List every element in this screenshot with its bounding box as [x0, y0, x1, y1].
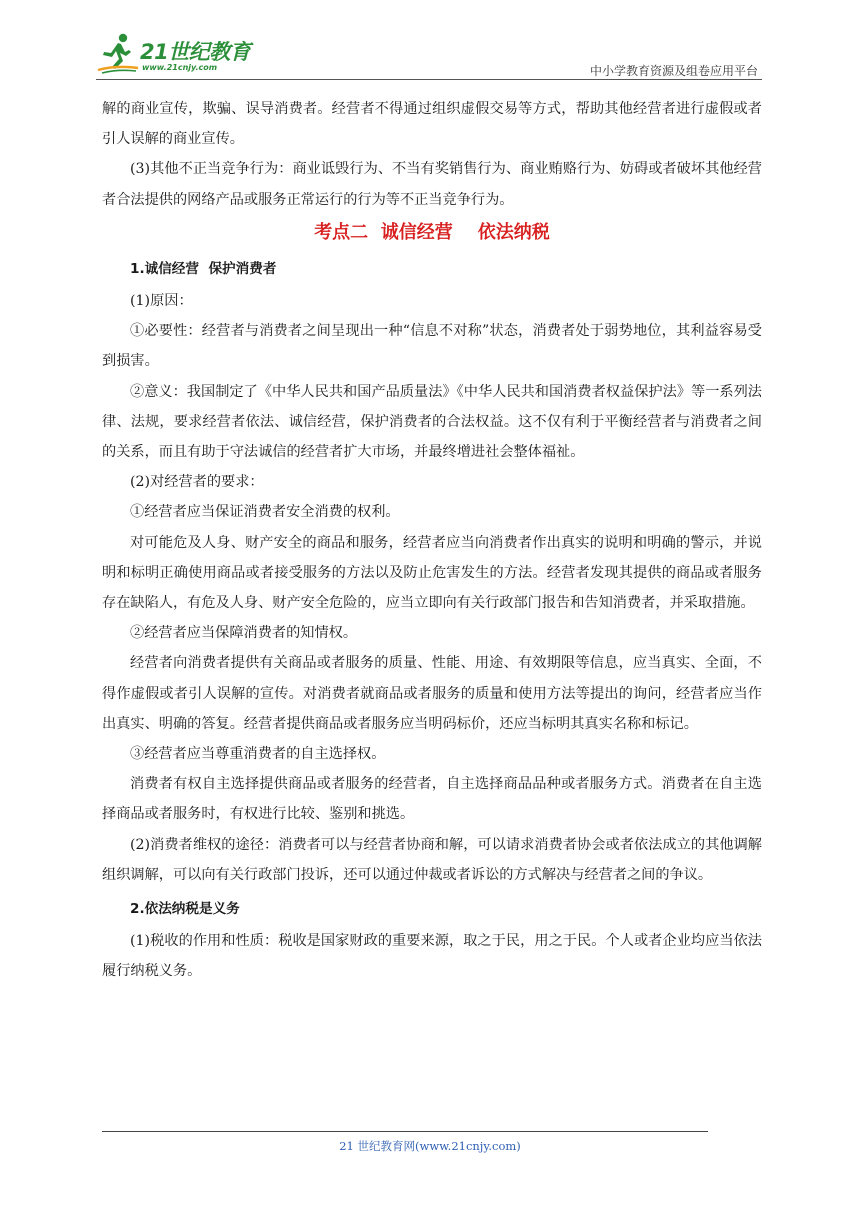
- footer-divider: [102, 1131, 708, 1132]
- paragraph: ②经营者应当保障消费者的知情权。: [130, 625, 358, 642]
- header-divider: [96, 79, 762, 80]
- logo-wordmark: 21世纪教育: [140, 40, 251, 64]
- paragraph: 经营者向消费者提供有关商品或者服务的质量、性能、用途、有效期限等信息，应当真实、全面，不得作虚假或者引人误解的宣传。对消费者就商品或者服务的质量和使用方法等提出的询问，经营者应当作出真实、明确的答复。经营者提供商品或者服务应当明码标价，还应当标明其真实名称和标记。: [102, 655, 762, 732]
- paragraph: 消费者有权自主选择提供商品或者服务的经营者，自主选择商品品种或者服务方式。消费者在自主选择商品或者服务时，有权进行比较、鉴别和挑选。: [102, 776, 762, 823]
- paragraph: (2)对经营者的要求：: [130, 474, 264, 491]
- paragraph: ③经营者应当尊重消费者的自主选择权。: [130, 746, 386, 763]
- paragraph: (1)税收的作用和性质：税收是国家财政的重要来源，取之于民，用之于民。个人或者企业均应当依法履行纳税义务。: [102, 933, 762, 980]
- running-figure-icon: [96, 32, 142, 76]
- subheading: 2.依法纳税是义务: [130, 901, 240, 918]
- paragraph: 解的商业宣传，欺骗、误导消费者。经营者不得通过组织虚假交易等方式，帮助其他经营者进行虚假或者引人误解的商业宣传。: [102, 101, 762, 148]
- page-header: [96, 30, 762, 80]
- footer-link[interactable]: 21 世纪教育网(www.21cnjy.com): [339, 1139, 521, 1153]
- paragraph: (2)消费者维权的途径：消费者可以与经营者协商和解，可以请求消费者协会或者依法成立的其他调解组织调解，可以向有关行政部门投诉，还可以通过仲裁或者诉讼的方式解决与经营者之间的争议。: [102, 836, 762, 883]
- paragraph: 对可能危及人身、财产安全的商品和服务，经营者应当向消费者作出真实的说明和明确的警示，并说明和标明正确使用商品或者接受服务的方法以及防止危害发生的方法。经营者发现其提供的商品或者服务存在缺陷人，有危及人身、财产安全危险的，应当立即向有关行政部门报告和告知消费者，并采取措施。: [102, 534, 762, 612]
- paragraph: (3)其他不正当竞争行为：商业诋毁行为、不当有奖销售行为、商业贿赂行为、妨碍或者破坏其他经营者合法提供的网络产品或服务正常运行的行为等不正当竞争行为。: [102, 161, 762, 208]
- paragraph: (1)原因：: [130, 293, 193, 310]
- paragraph: ①必要性：经营者与消费者之间呈现出一种“信息不对称”状态，消费者处于弱势地位，其利益容易受到损害。: [102, 323, 762, 370]
- document-body: [102, 94, 762, 987]
- logo-url: www.21cnjy.com: [142, 63, 218, 72]
- subheading: 1.诚信经营 保护消费者: [130, 260, 277, 277]
- paragraph: ①经营者应当保证消费者安全消费的权利。: [130, 504, 400, 521]
- platform-name: 中小学教育资源及组卷应用平台: [589, 64, 758, 78]
- site-logo[interactable]: [96, 32, 266, 76]
- paragraph: ②意义：我国制定了《中华人民共和国产品质量法》《中华人民共和国消费者权益保护法》等一系列法律、法规，要求经营者依法、诚信经营，保护消费者的合法权益。这不仅有利于平衡经营者与消费者之间的关系，而且有助于守法诚信的经营者扩大市场，并最终增进社会整体福祉。: [102, 383, 762, 461]
- section-title: 考点二 诚信经营 依法纳税: [314, 221, 550, 243]
